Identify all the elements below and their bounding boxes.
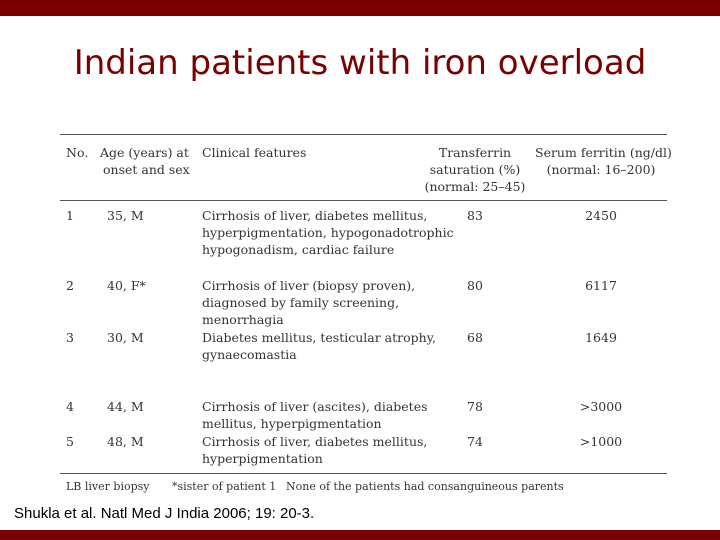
top-accent-bar [0,0,720,16]
row-clinical-line: Diabetes mellitus, testicular atrophy, [202,330,437,345]
citation: Shukla et al. Natl Med J India 2006; 19: 20-3. [14,505,315,522]
row-clinical-line: Cirrhosis of liver, diabetes mellitus, [202,434,428,449]
row-age: 44, M [107,399,144,414]
row-no: 3 [66,330,74,345]
row-clinical-line: menorrhagia [202,312,284,327]
table-bottom-rule [60,473,667,474]
header-ts-line1: Transferrin [438,145,512,160]
row-age: 48, M [107,434,144,449]
header-age-line2: onset and sex [103,162,190,177]
row-clinical-line: Cirrhosis of liver, diabetes mellitus, [202,208,428,223]
row-no: 2 [66,278,74,293]
footnote-sister: *sister of patient 1 [172,480,277,493]
row-age: 40, F* [107,278,146,293]
row-clinical-line: gynaecomastia [202,347,297,362]
header-sf-line1: Serum ferritin (ng/dl) [535,145,672,160]
row-transferrin: 83 [467,208,483,223]
header-age-line1: Age (years) at [100,145,189,160]
row-ferritin: 1649 [585,330,617,345]
slide-title: Indian patients with iron overload [73,43,647,83]
footnote-liver-biopsy: LB liver biopsy [66,480,150,493]
row-clinical-line: Cirrhosis of liver (ascites), diabetes [202,399,428,414]
row-age: 30, M [107,330,144,345]
row-clinical-line: hyperpigmentation, hypogonadotrophic [202,225,454,240]
row-clinical-line: hyperpigmentation [202,451,323,466]
row-ferritin: >3000 [579,399,623,414]
row-ferritin: >1000 [579,434,623,449]
row-transferrin: 80 [467,278,483,293]
row-no: 4 [66,399,74,414]
row-ferritin: 6117 [585,278,617,293]
header-ts-line3: (normal: 25–45) [424,179,526,194]
row-clinical-line: hypogonadism, cardiac failure [202,242,395,257]
header-sf-line2: (normal: 16–200) [546,162,656,177]
row-clinical-line: diagnosed by family screening, [202,295,400,310]
header-no: No. [66,145,89,160]
row-no: 5 [66,434,74,449]
row-transferrin: 78 [467,399,483,414]
table-top-rule [60,134,667,135]
row-transferrin: 68 [467,330,483,345]
row-ferritin: 2450 [585,208,617,223]
row-no: 1 [66,208,74,223]
patient-table [60,132,672,494]
footnote-consanguinity: None of the patients had consanguineous parents [286,480,564,493]
row-clinical-line: mellitus, hyperpigmentation [202,416,382,431]
bottom-accent-bar [0,530,720,540]
row-transferrin: 74 [467,434,483,449]
row-age: 35, M [107,208,144,223]
header-clinical: Clinical features [202,145,307,160]
header-ts-line2: saturation (%) [429,162,521,177]
row-clinical-line: Cirrhosis of liver (biopsy proven), [202,278,416,293]
header-rule [60,200,667,201]
